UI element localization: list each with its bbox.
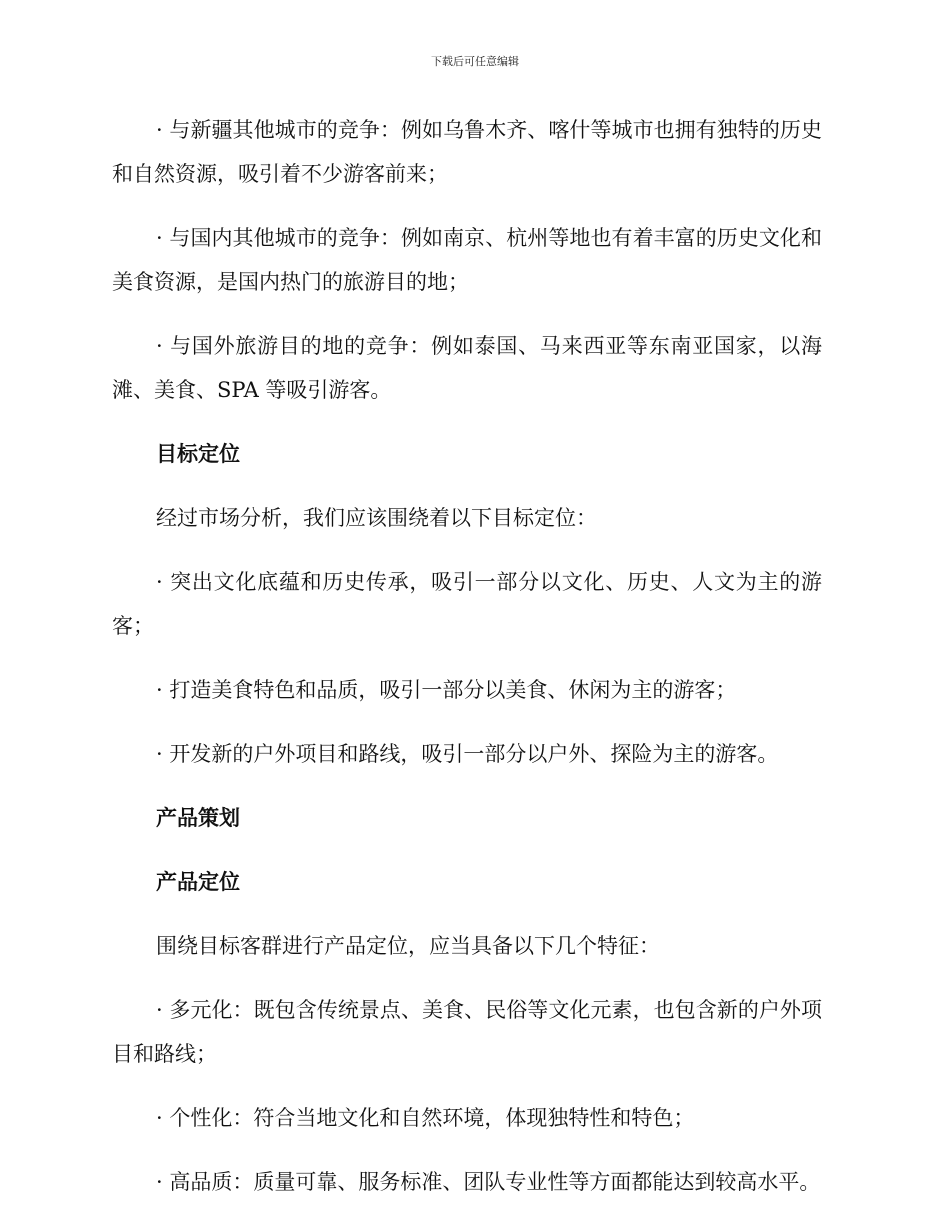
paragraph-product-intro: 围绕目标客群进行产品定位，应当具备以下几个特征：	[156, 934, 660, 958]
paragraph-target-intro: 经过市场分析，我们应该围绕着以下目标定位：	[156, 506, 597, 530]
heading-product-planning: 产品策划	[156, 806, 240, 830]
heading-target-positioning: 目标定位	[156, 442, 240, 466]
paragraph-target-outdoor: · 开发新的户外项目和路线，吸引一部分以户外、探险为主的游客。	[156, 742, 779, 766]
paragraph-competition-domestic: · 与国内其他城市的竞争：例如南京、杭州等地也有着丰富的历史文化和美食资源，是国内热门的旅游目的地；	[112, 226, 822, 294]
paragraph-competition-overseas: · 与国外旅游目的地的竞争：例如泰国、马来西亚等东南亚国家，以海滩、美食、SPA 等吸引游客。	[112, 334, 822, 402]
paragraph-target-culture: · 突出文化底蕴和历史传承，吸引一部分以文化、历史、人文为主的游客；	[112, 570, 822, 638]
paragraph-product-quality: · 高品质：质量可靠、服务标准、团队专业性等方面都能达到较高水平。	[156, 1170, 821, 1194]
document-body	[112, 108, 822, 1224]
paragraph-competition-xinjiang: · 与新疆其他城市的竞争：例如乌鲁木齐、喀什等城市也拥有独特的历史和自然资源，吸引着不少游客前来；	[112, 118, 822, 186]
heading-product-positioning: 产品定位	[156, 870, 240, 894]
paragraph-product-diverse: · 多元化：既包含传统景点、美食、民俗等文化元素，也包含新的户外项目和路线；	[112, 998, 822, 1066]
page-header: 下载后可任意编辑	[431, 55, 519, 68]
paragraph-target-food: · 打造美食特色和品质，吸引一部分以美食、休闲为主的游客；	[156, 678, 737, 702]
paragraph-product-personalized: · 个性化：符合当地文化和自然环境，体现独特性和特色；	[156, 1106, 695, 1130]
